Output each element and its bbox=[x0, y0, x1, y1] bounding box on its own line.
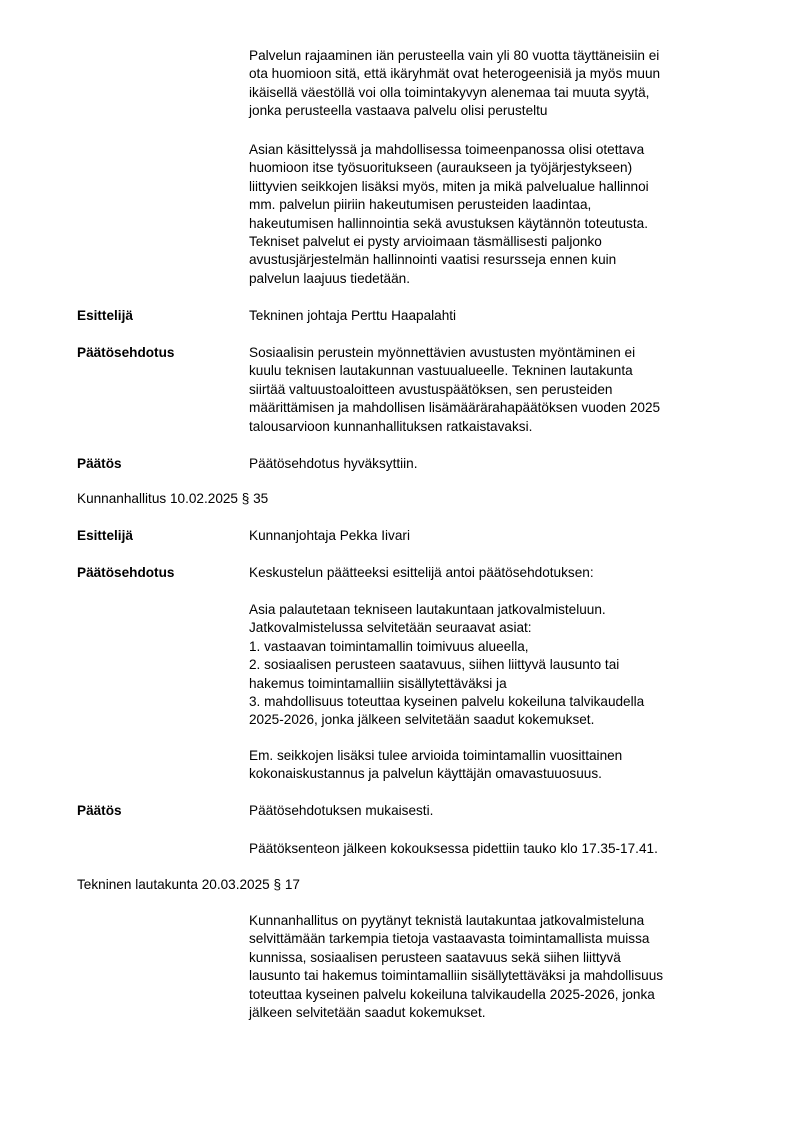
paatos-note: Päätöksenteon jälkeen kokouksessa pidettiin tauko klo 17.35-17.41. bbox=[249, 841, 658, 856]
meeting-header-tekninen-lautakunta: Tekninen lautakunta 20.03.2025 § 17 bbox=[77, 877, 300, 892]
esittelija-value: Kunnanjohtaja Pekka Iivari bbox=[249, 528, 410, 543]
paatosehdotus-extra bbox=[249, 747, 739, 784]
esittelija-label: Esittelijä bbox=[77, 308, 133, 323]
text-line: Kunnanhallitus on pyytänyt teknistä lautakuntaa jatkovalmisteluna bbox=[249, 913, 645, 928]
text-line: siirtää valtuustoaloitteen avustuspäätöksen, sen perusteiden bbox=[249, 381, 613, 397]
text-line: jälkeen selvitetään saadut kokemukset. bbox=[249, 1004, 486, 1020]
text-line: kunnissa, sosiaalisen perusteen saatavuus sekä siihen liittyvä bbox=[249, 949, 621, 965]
text-line: kuulu teknisen lautakunnan vastuualueelle. Tekninen lautakunta bbox=[249, 363, 633, 379]
text-line: Asia palautetaan tekniseen lautakuntaan jatkovalmisteluun. bbox=[249, 602, 606, 617]
text-line: liittyvien seikkojen lisäksi myös, miten ja mikä palvelualue hallinnoi bbox=[249, 178, 649, 194]
paatosehdotus-list bbox=[249, 601, 739, 730]
text-line: palvelun laajuus tiedetään. bbox=[249, 270, 410, 286]
text-line: 2. sosiaalisen perusteen saatavuus, siihen liittyvä lausunto tai bbox=[249, 657, 620, 673]
text-line: Tekniset palvelut ei pysty arvioimaan täsmällisesti paljonko bbox=[249, 233, 602, 249]
paatos-label: Päätös bbox=[77, 456, 122, 471]
text-line: mm. palvelun piiriin hakeutumisen perusteiden laadintaa, bbox=[249, 197, 592, 213]
text-line: kokonaiskustannus ja palvelun käyttäjän omavastuuosuus. bbox=[249, 766, 602, 782]
text-line: Jatkovalmistelussa selvitetään seuraavat asiat: bbox=[249, 620, 532, 636]
text-line: jonka perusteella vastaava palvelu olisi perusteltu bbox=[249, 103, 548, 119]
paatosehdotus-intro: Keskustelun päätteeksi esittelijä antoi päätösehdotuksen: bbox=[249, 565, 594, 580]
paatos-value: Päätösehdotuksen mukaisesti. bbox=[249, 803, 434, 818]
section3-paragraph bbox=[249, 912, 739, 1022]
text-line: avustusjärjestelmän hallinnointi vaatisi resursseja ennen kuin bbox=[249, 252, 617, 268]
text-line: huomioon itse työsuoritukseen (auraukseen ja työjärjestykseen) bbox=[249, 160, 633, 176]
text-line: ota huomioon sitä, että ikäryhmät ovat heterogeenisiä ja myös muun bbox=[249, 66, 661, 82]
text-line: lausunto tai hakemus toimintamalliin sisällytettäväksi ja mahdollisuus bbox=[249, 968, 664, 984]
paatosehdotus-text bbox=[249, 344, 739, 436]
text-line: ikäisellä väestöllä voi olla toimintakyvyn alenemaa tai muuta syytä, bbox=[249, 84, 650, 100]
paatosehdotus-label: Päätösehdotus bbox=[77, 345, 175, 360]
esittelija-label: Esittelijä bbox=[77, 528, 133, 543]
text-line: talousarvioon kunnanhallituksen ratkaistavaksi. bbox=[249, 418, 533, 434]
text-line: määrittämisen ja mahdollisen lisämäärärahapäätöksen vuoden 2025 bbox=[249, 400, 661, 416]
intro-paragraph-1 bbox=[249, 47, 739, 121]
text-line: Palvelun rajaaminen iän perusteella vain yli 80 vuotta täyttäneisiin ei bbox=[249, 48, 660, 63]
text-line: Asian käsittelyssä ja mahdollisessa toimeenpanossa olisi otettava bbox=[249, 142, 645, 157]
text-line: hakemus toimintamalliin sisällytettäväksi ja bbox=[249, 675, 507, 691]
esittelija-value: Tekninen johtaja Perttu Haapalahti bbox=[249, 308, 457, 323]
meeting-header-kunnanhallitus: Kunnanhallitus 10.02.2025 § 35 bbox=[77, 491, 269, 506]
text-line: selvittämään tarkempia tietoja vastaavasta toimintamallista muissa bbox=[249, 931, 650, 947]
text-line: toteuttaa kyseinen palvelu kokeiluna talvikaudella 2025-2026, jonka bbox=[249, 986, 655, 1002]
text-line: Sosiaalisin perustein myönnettävien avustusten myöntäminen ei bbox=[249, 345, 636, 360]
intro-paragraph-2 bbox=[249, 141, 739, 288]
text-line: 1. vastaavan toimintamallin toimivuus alueella, bbox=[249, 638, 529, 654]
paatos-value: Päätösehdotus hyväksyttiin. bbox=[249, 456, 418, 471]
text-line: 2025-2026, jonka jälkeen selvitetään saadut kokemukset. bbox=[249, 712, 595, 728]
paatosehdotus-label: Päätösehdotus bbox=[77, 565, 175, 580]
text-line: Em. seikkojen lisäksi tulee arvioida toimintamallin vuosittainen bbox=[249, 748, 623, 763]
text-line: 3. mahdollisuus toteuttaa kyseinen palvelu kokeiluna talvikaudella bbox=[249, 693, 645, 709]
paatos-label: Päätös bbox=[77, 803, 122, 818]
text-line: hakeutumisen hallinnointia sekä avustuksen käytännön toteutusta. bbox=[249, 215, 649, 231]
